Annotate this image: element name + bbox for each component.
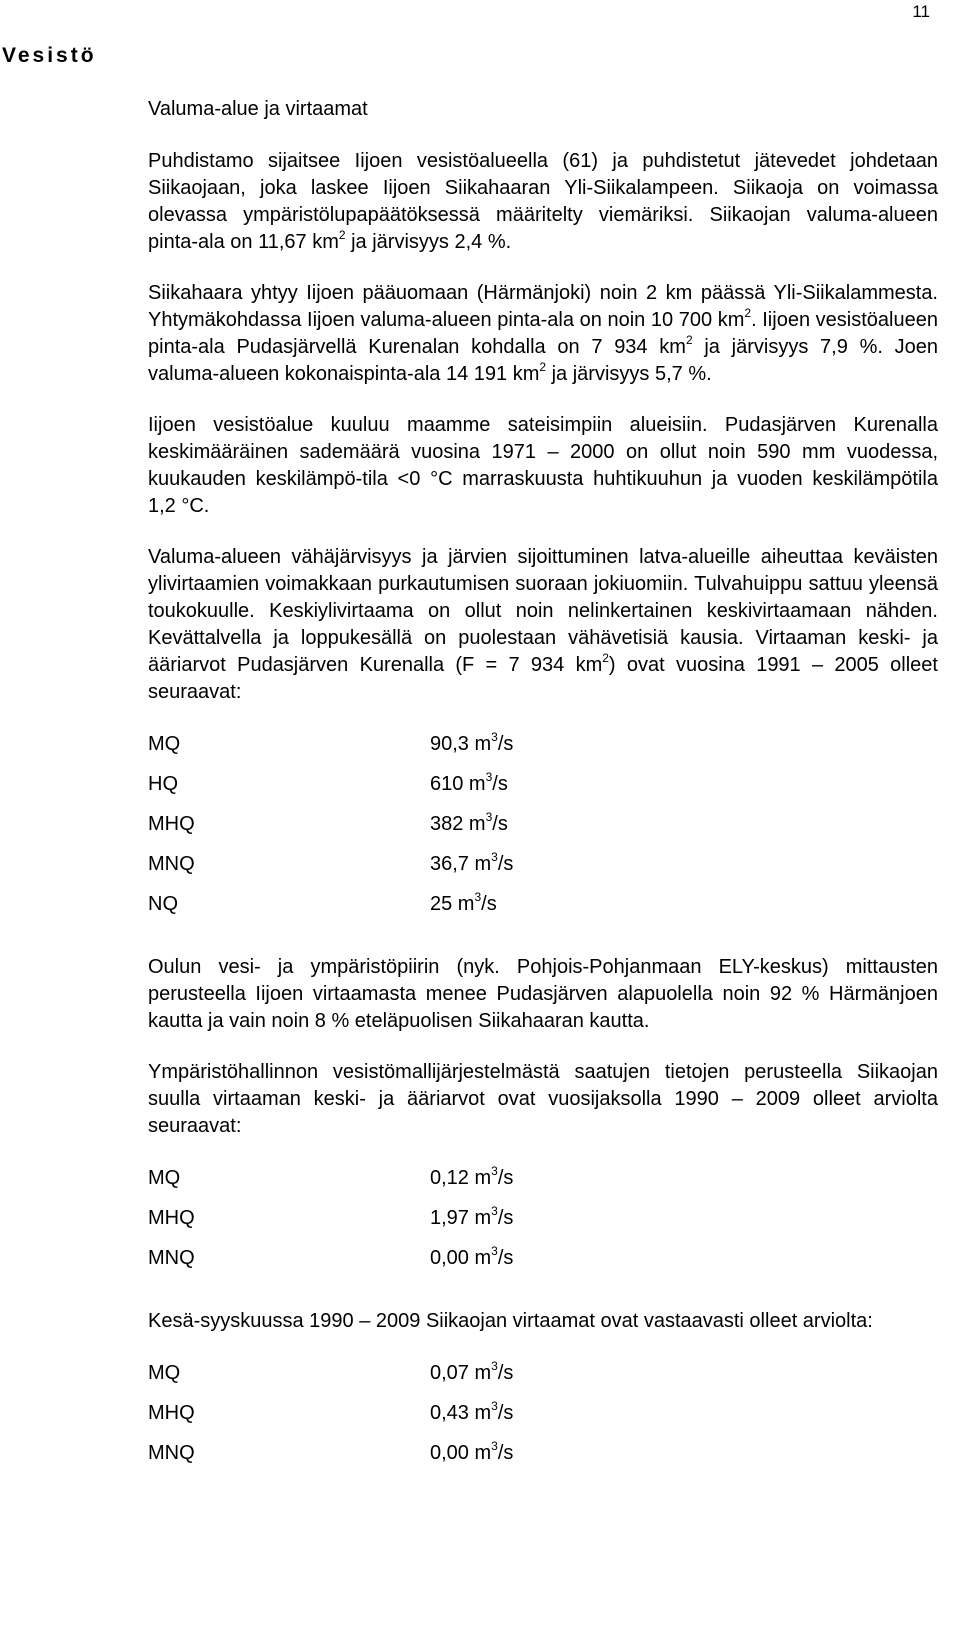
- flow-parameter: MNQ: [148, 1247, 195, 1269]
- flow-parameter: HQ: [148, 773, 178, 795]
- flow-parameter: NQ: [148, 893, 178, 915]
- flow-table-siikaoja-annual: [148, 1164, 938, 1284]
- flow-parameter: MQ: [148, 1167, 181, 1189]
- paragraph-flow-kurenala: Valuma-alueen vähäjärvisyys ja järvien sijoittuminen latva-alueille aiheuttaa keväisten ylivirtaamien voimakkaan purkautumisen suoraan jokiuomiin. Tulvahuippu sattuu yleensä toukokuulle. Keskiylivirtaama on ollut noin nelinkertainen keskivirtaamaan nähden. Kevättalvella ja loppukesällä on puolestaan vähävetisiä kausia. Virtaaman keski- ja ääriarvot Pudasjärven Kurenalla (F = 7 934 $km^2$) ovat vuosina 1991 – 2005 olleet seuraavat:: [148, 546, 938, 703]
- table-row: [148, 810, 938, 850]
- flow-parameter: MQ: [148, 1362, 181, 1384]
- flow-value: 0,12 $m^3/s$: [430, 1164, 514, 1189]
- table-row: [148, 1164, 938, 1204]
- subheading: Valuma-alue ja virtaamat: [148, 98, 368, 120]
- flow-parameter: MQ: [148, 733, 181, 755]
- flow-value: 382 $m^3/s$: [430, 810, 508, 835]
- paragraph-siikaoja-model: Ympäristöhallinnon vesistömallijärjestelmästä saatujen tietojen perusteella Siikaojan suulla virtaaman keski- ja ääriarvot ovat vuosijaksolla 1990 – 2009 olleet arviolta seuraavat:: [148, 1061, 938, 1137]
- paragraph-catchment-siikaoja: Puhdistamo sijaitsee Iijoen vesistöalueella (61) ja puhdistetut jätevedet johdetaan Siikaojaan, joka laskee Iijoen Siikahaaran Yli-Siikalampeen. Siikaoja on voimassa olevassa ympäristölupapäätöksessä määritelty viemäriksi. Siikaojan valuma-alueen pinta-ala on 11,67 $km^2$ ja järvisyys 2,4 %.: [148, 150, 938, 253]
- flow-parameter: MHQ: [148, 813, 195, 835]
- paragraph-flow-split: Oulun vesi- ja ympäristöpiirin (nyk. Pohjois-Pohjanmaan ELY-keskus) mittausten perusteella Iijoen virtaamasta menee Pudasjärven alapuolella noin 92 % Härmänjoen kautta ja vain noin 8 % eteläpuolisen Siikahaaran kautta.: [148, 956, 938, 1032]
- flow-table-kurenala: [148, 730, 938, 930]
- table-row: [148, 1244, 938, 1284]
- table-row: [148, 730, 938, 770]
- flow-table-siikaoja-summer: [148, 1359, 938, 1479]
- flow-value: 25 $m^3/s$: [430, 890, 497, 915]
- table-row: [148, 1204, 938, 1244]
- flow-parameter: MHQ: [148, 1402, 195, 1424]
- flow-value: 0,43 $m^3/s$: [430, 1399, 514, 1424]
- table-row: [148, 1439, 938, 1479]
- section-heading: Vesistö: [2, 44, 97, 67]
- flow-value: 90,3 $m^3/s$: [430, 730, 514, 755]
- table-row: [148, 1399, 938, 1439]
- flow-value: 0,00 $m^3/s$: [430, 1244, 514, 1269]
- flow-value: 610 $m^3/s$: [430, 770, 508, 795]
- flow-value: 36,7 $m^3/s$: [430, 850, 514, 875]
- page-number: 11: [912, 2, 930, 21]
- document-body: [148, 96, 938, 1503]
- table-row: [148, 890, 938, 930]
- flow-parameter: MHQ: [148, 1207, 195, 1229]
- paragraph-precipitation: Iijoen vesistöalue kuuluu maamme sateisimpiin alueisiin. Pudasjärven Kurenalla keskimääräinen sademäärä vuosina 1971 – 2000 on ollut noin 590 mm vuodessa, kuukauden keskilämpö-tila <0 °C marraskuusta huhtikuuhun ja vuoden keskilämpötila 1,2 °C.: [148, 414, 938, 517]
- paragraph-summer-flows: Kesä-syyskuussa 1990 – 2009 Siikaojan virtaamat ovat vastaavasti olleet arviolta:: [148, 1310, 873, 1332]
- table-row: [148, 770, 938, 810]
- table-row: [148, 850, 938, 890]
- flow-value: 1,97 $m^3/s$: [430, 1204, 514, 1229]
- flow-value: 0,00 $m^3/s$: [430, 1439, 514, 1464]
- flow-value: 0,07 $m^3/s$: [430, 1359, 514, 1384]
- flow-parameter: MNQ: [148, 1442, 195, 1464]
- flow-parameter: MNQ: [148, 853, 195, 875]
- table-row: [148, 1359, 938, 1399]
- paragraph-siikahaara: Siikahaara yhtyy Iijoen pääuomaan (Härmänjoki) noin 2 km päässä Yli-Siikalammesta. Yhtymäkohdassa Iijoen valuma-alueen pinta-ala on noin 10 700 $km^2$. Iijoen vesistöalueen pinta-ala Pudasjärvellä Kurenalan kohdalla on 7 934 $km^2$ ja järvisyys 7,9 %. Joen valuma-alueen kokonaispinta-ala 14 191 $km^2$ ja järvisyys 5,7 %.: [148, 282, 939, 385]
